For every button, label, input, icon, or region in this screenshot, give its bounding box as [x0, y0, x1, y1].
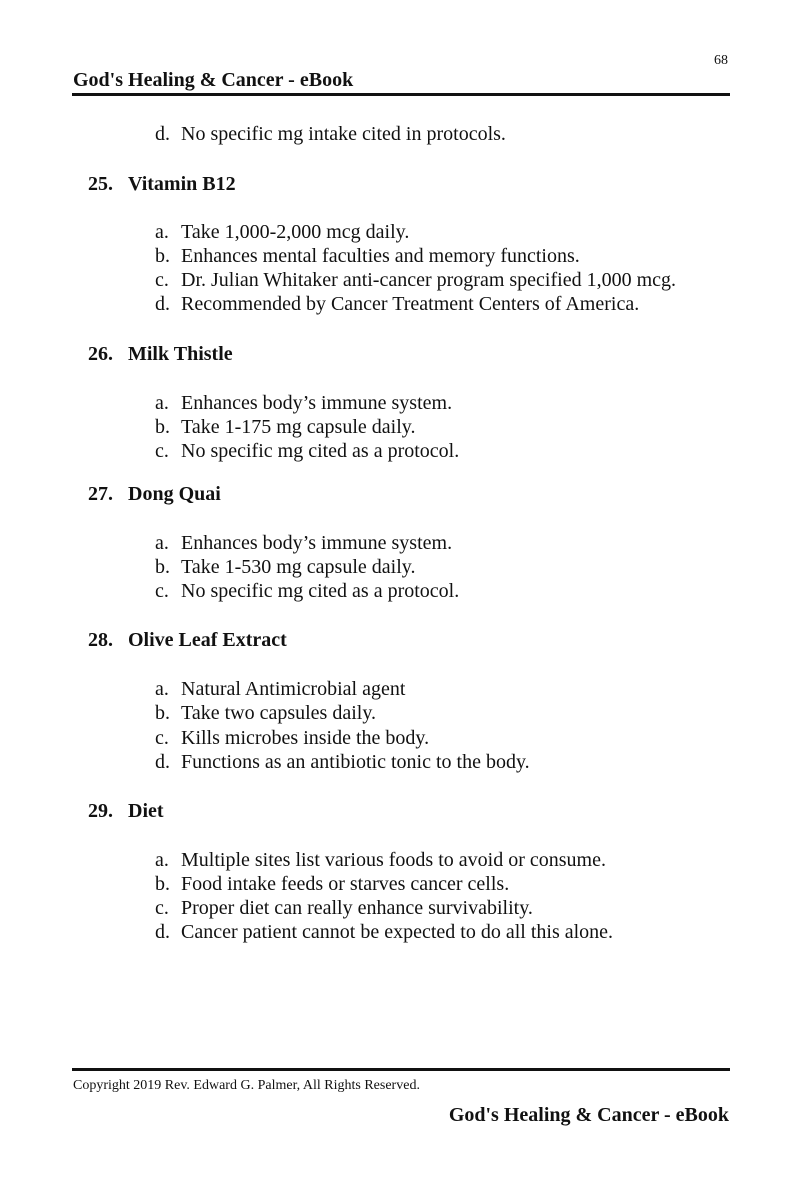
item-text: Kills microbes inside the body. [181, 727, 430, 749]
item-text: Food intake feeds or starves cancer cells. [181, 873, 510, 895]
item-letter: c. [155, 580, 169, 602]
section-title: Milk Thistle [128, 343, 233, 365]
section-title: Dong Quai [128, 483, 221, 505]
item-text: Enhances mental faculties and memory functions. [181, 245, 580, 267]
list-item [155, 920, 613, 944]
item-letter: c. [155, 727, 169, 749]
item-text: Multiple sites list various foods to avoid or consume. [181, 849, 606, 871]
item-letter: d. [155, 921, 170, 943]
list-item [155, 579, 459, 603]
item-letter: b. [155, 702, 170, 724]
item-text: Dr. Julian Whitaker anti-cancer program specified 1,000 mcg. [181, 269, 677, 291]
item-letter: c. [155, 440, 169, 462]
item-text: Enhances body’s immune system. [181, 532, 453, 554]
item-letter: b. [155, 873, 170, 895]
item-letter: a. [155, 678, 169, 700]
list-item [155, 555, 415, 579]
item-text: No specific mg cited as a protocol. [181, 440, 460, 462]
item-text: No specific mg intake cited in protocols. [181, 123, 506, 145]
section-number: 25. [88, 173, 113, 195]
item-text: Take 1,000-2,000 mcg daily. [181, 221, 410, 243]
section-heading-diet [88, 799, 164, 823]
list-item [155, 701, 376, 725]
section-number: 26. [88, 343, 113, 365]
footer-title: God's Healing & Cancer - eBook [448, 1104, 729, 1126]
item-letter: a. [155, 392, 169, 414]
list-item [155, 268, 676, 292]
section-title: Vitamin B12 [128, 173, 236, 195]
copyright-notice: Copyright 2019 Rev. Edward G. Palmer, All Rights Reserved. [73, 1078, 420, 1093]
item-text: Natural Antimicrobial agent [181, 678, 406, 700]
list-item [155, 726, 429, 750]
list-item [155, 292, 639, 316]
list-item [155, 531, 452, 555]
list-item [155, 415, 415, 439]
item-text: Functions as an antibiotic tonic to the body. [181, 751, 530, 773]
item-letter: a. [155, 849, 169, 871]
list-item [155, 750, 530, 774]
item-letter: d. [155, 293, 170, 315]
item-letter: b. [155, 416, 170, 438]
item-text: Cancer patient cannot be expected to do all this alone. [181, 921, 614, 943]
item-letter: a. [155, 532, 169, 554]
section-heading-vitamin-b12 [88, 172, 236, 196]
item-text: Take 1-530 mg capsule daily. [181, 556, 416, 578]
section-title: Olive Leaf Extract [128, 629, 287, 651]
item-letter: a. [155, 221, 169, 243]
list-item [155, 677, 405, 701]
list-item [155, 244, 580, 268]
list-item [155, 439, 459, 463]
list-item [155, 896, 533, 920]
section-title: Diet [128, 800, 164, 822]
section-number: 28. [88, 629, 113, 651]
item-letter: c. [155, 897, 169, 919]
list-item [155, 872, 509, 896]
item-text: Take two capsules daily. [181, 702, 377, 724]
item-text: Recommended by Cancer Treatment Centers of America. [181, 293, 640, 315]
list-item [155, 122, 506, 146]
item-letter: b. [155, 556, 170, 578]
item-text: Take 1-175 mg capsule daily. [181, 416, 416, 438]
item-text: Enhances body’s immune system. [181, 392, 453, 414]
list-item [155, 391, 452, 415]
list-item [155, 220, 409, 244]
header-title: God's Healing & Cancer - eBook [73, 69, 354, 91]
header-rule [72, 93, 730, 96]
item-letter: d. [155, 751, 170, 773]
section-number: 29. [88, 800, 113, 822]
item-letter: b. [155, 245, 170, 267]
section-heading-dong-quai [88, 482, 221, 506]
section-number: 27. [88, 483, 113, 505]
section-heading-milk-thistle [88, 342, 233, 366]
page-number: 68 [714, 53, 728, 68]
item-letter: c. [155, 269, 169, 291]
list-item [155, 848, 606, 872]
item-text: Proper diet can really enhance survivability. [181, 897, 533, 919]
item-letter: d. [155, 123, 170, 145]
section-heading-olive-leaf-extract [88, 628, 287, 652]
item-text: No specific mg cited as a protocol. [181, 580, 460, 602]
footer-rule [72, 1068, 730, 1071]
